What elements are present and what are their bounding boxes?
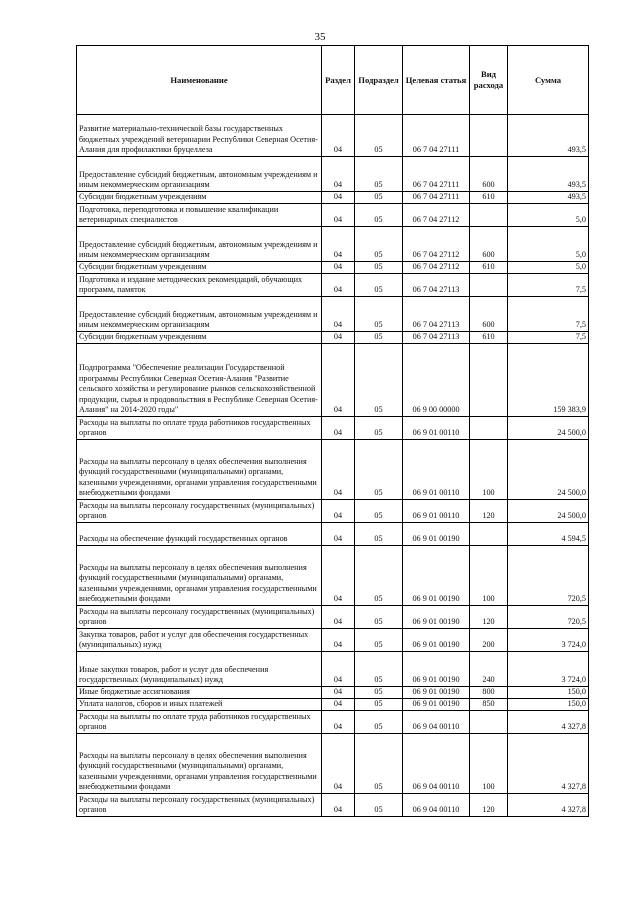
cell-target: 06 7 04 27111 [403,115,470,157]
header-expense-type: Вид расхода [470,46,508,115]
cell-section: 04 [322,115,355,157]
cell-section: 04 [322,297,355,332]
cell-subsection: 05 [355,523,403,546]
table-row [77,274,589,297]
cell-sum: 493,5 [508,157,589,192]
cell-sum: 4 327,8 [508,794,589,817]
cell-subsection: 05 [355,546,403,606]
cell-section: 04 [322,262,355,274]
cell-target: 06 9 04 00110 [403,711,470,734]
table-row [77,297,589,332]
cell-name: Субсидии бюджетным учреждениям [77,192,322,204]
cell-subsection: 05 [355,652,403,687]
cell-expense-type: 600 [470,297,508,332]
table-row [77,192,589,204]
budget-table [76,45,589,817]
cell-target: 06 9 04 00110 [403,794,470,817]
cell-expense-type: 100 [470,546,508,606]
cell-sum: 5,0 [508,262,589,274]
cell-sum: 7,5 [508,274,589,297]
cell-expense-type [470,523,508,546]
cell-subsection: 05 [355,734,403,794]
cell-subsection: 05 [355,500,403,523]
cell-sum: 4 327,8 [508,734,589,794]
cell-target: 06 9 01 00110 [403,500,470,523]
cell-target: 06 9 00 00000 [403,344,470,417]
table-row [77,711,589,734]
cell-subsection: 05 [355,344,403,417]
cell-name: Подготовка и издание методических рекомендаций, обучающих программ, памяток [77,274,322,297]
cell-subsection: 05 [355,115,403,157]
cell-target: 06 9 01 00190 [403,523,470,546]
cell-subsection: 05 [355,332,403,344]
cell-subsection: 05 [355,227,403,262]
cell-expense-type [470,417,508,440]
cell-section: 04 [322,332,355,344]
cell-name: Расходы на обеспечение функций государственных органов [77,523,322,546]
table-row [77,417,589,440]
header-sum: Сумма [508,46,589,115]
cell-section: 04 [322,699,355,711]
cell-target: 06 9 01 00110 [403,417,470,440]
cell-sum: 159 383,9 [508,344,589,417]
table-row [77,157,589,192]
cell-sum: 4 327,8 [508,711,589,734]
table-row [77,734,589,794]
cell-sum: 4 594,5 [508,523,589,546]
cell-sum: 720,5 [508,546,589,606]
table-row [77,794,589,817]
cell-subsection: 05 [355,794,403,817]
cell-section: 04 [322,734,355,794]
cell-target: 06 7 04 27112 [403,262,470,274]
cell-name: Расходы на выплаты персоналу в целях обеспечения выполнения функций государственными (муниципальными) органами, казенными учреждениями, органами управления государственными внебюджетными фондами [77,546,322,606]
cell-subsection: 05 [355,157,403,192]
cell-name: Субсидии бюджетным учреждениям [77,262,322,274]
cell-name: Уплата налогов, сборов и иных платежей [77,699,322,711]
cell-target: 06 9 01 00190 [403,699,470,711]
cell-target: 06 9 01 00190 [403,606,470,629]
cell-target: 06 7 04 27113 [403,332,470,344]
cell-expense-type [470,344,508,417]
cell-section: 04 [322,417,355,440]
cell-expense-type [470,711,508,734]
cell-expense-type: 600 [470,157,508,192]
cell-subsection: 05 [355,629,403,652]
cell-target: 06 9 01 00190 [403,687,470,699]
cell-expense-type: 120 [470,794,508,817]
cell-sum: 3 724,0 [508,629,589,652]
table-row [77,629,589,652]
cell-sum: 3 724,0 [508,652,589,687]
cell-subsection: 05 [355,192,403,204]
table-row [77,523,589,546]
cell-name: Подпрограмма "Обеспечение реализации Государственной программы Республики Северная Осетия-Алания "Развитие сельского хозяйства и регулирование рынков сельскохозяйственной продукции, сырья и продовольствия в Республике Северная Осетия-Алания" на 2014-2020 годы" [77,344,322,417]
cell-name: Субсидии бюджетным учреждениям [77,332,322,344]
table-row [77,606,589,629]
header-target: Целевая статья [403,46,470,115]
cell-subsection: 05 [355,262,403,274]
cell-section: 04 [322,652,355,687]
cell-sum: 7,5 [508,297,589,332]
table-row [77,699,589,711]
cell-expense-type: 610 [470,262,508,274]
cell-section: 04 [322,344,355,417]
table-row [77,332,589,344]
page-number: 35 [314,31,326,43]
cell-expense-type: 610 [470,332,508,344]
table-header-row [77,46,589,115]
cell-name: Расходы на выплаты персоналу государственных (муниципальных) органов [77,794,322,817]
cell-sum: 720,5 [508,606,589,629]
cell-name: Расходы на выплаты персоналу государственных (муниципальных) органов [77,606,322,629]
cell-subsection: 05 [355,440,403,500]
cell-subsection: 05 [355,297,403,332]
cell-expense-type: 100 [470,440,508,500]
cell-sum: 150,0 [508,687,589,699]
cell-target: 06 7 04 27111 [403,192,470,204]
cell-sum: 24 500,0 [508,440,589,500]
cell-sum: 24 500,0 [508,417,589,440]
cell-name: Расходы на выплаты персоналу государственных (муниципальных) органов [77,500,322,523]
cell-expense-type: 100 [470,734,508,794]
cell-subsection: 05 [355,606,403,629]
cell-section: 04 [322,711,355,734]
table-row [77,546,589,606]
cell-section: 04 [322,523,355,546]
cell-name: Предоставление субсидий бюджетным, автономным учреждениям и иным некоммерческим организациям [77,157,322,192]
table-row [77,440,589,500]
cell-expense-type: 240 [470,652,508,687]
cell-section: 04 [322,629,355,652]
cell-target: 06 9 01 00190 [403,652,470,687]
cell-subsection: 05 [355,204,403,227]
cell-section: 04 [322,546,355,606]
cell-sum: 493,5 [508,115,589,157]
cell-name: Расходы на выплаты по оплате труда работников государственных органов [77,417,322,440]
cell-sum: 5,0 [508,204,589,227]
cell-section: 04 [322,192,355,204]
cell-expense-type [470,274,508,297]
cell-subsection: 05 [355,699,403,711]
cell-section: 04 [322,274,355,297]
cell-target: 06 7 04 27112 [403,204,470,227]
cell-sum: 150,0 [508,699,589,711]
table-row [77,687,589,699]
cell-name: Иные закупки товаров, работ и услуг для обеспечения государственных (муниципальных) нужд [77,652,322,687]
header-name: Наименование [77,46,322,115]
cell-expense-type: 120 [470,606,508,629]
cell-target: 06 9 01 00190 [403,546,470,606]
cell-name: Иные бюджетные ассигнования [77,687,322,699]
cell-expense-type: 200 [470,629,508,652]
cell-sum: 24 500,0 [508,500,589,523]
cell-expense-type: 600 [470,227,508,262]
table-row [77,115,589,157]
cell-expense-type: 120 [470,500,508,523]
cell-name: Расходы на выплаты персоналу в целях обеспечения выполнения функций государственными (муниципальными) органами, казенными учреждениями, органами управления государственными внебюджетными фондами [77,440,322,500]
cell-expense-type [470,115,508,157]
table-row [77,262,589,274]
table-row [77,344,589,417]
table-row [77,652,589,687]
table-row [77,227,589,262]
cell-target: 06 9 01 00190 [403,629,470,652]
cell-name: Расходы на выплаты персоналу в целях обеспечения выполнения функций государственными (муниципальными) органами, казенными учреждениями, органами управления государственными внебюджетными фондами [77,734,322,794]
cell-target: 06 7 04 27112 [403,227,470,262]
cell-subsection: 05 [355,711,403,734]
cell-section: 04 [322,227,355,262]
cell-target: 06 9 01 00110 [403,440,470,500]
cell-subsection: 05 [355,687,403,699]
cell-target: 06 7 04 27113 [403,297,470,332]
cell-name: Подготовка, переподготовка и повышение квалификации ветеринарных специалистов [77,204,322,227]
cell-sum: 7,5 [508,332,589,344]
cell-expense-type: 610 [470,192,508,204]
cell-subsection: 05 [355,274,403,297]
cell-section: 04 [322,687,355,699]
cell-section: 04 [322,794,355,817]
cell-target: 06 9 04 00110 [403,734,470,794]
cell-expense-type [470,204,508,227]
cell-name: Закупка товаров, работ и услуг для обеспечения государственных (муниципальных) нужд [77,629,322,652]
cell-target: 06 7 04 27111 [403,157,470,192]
cell-section: 04 [322,157,355,192]
table-row [77,500,589,523]
header-section: Раздел [322,46,355,115]
cell-section: 04 [322,204,355,227]
cell-name: Расходы на выплаты по оплате труда работников государственных органов [77,711,322,734]
cell-sum: 5,0 [508,227,589,262]
cell-expense-type: 800 [470,687,508,699]
table-row [77,204,589,227]
cell-section: 04 [322,606,355,629]
cell-section: 04 [322,500,355,523]
cell-name: Предоставление субсидий бюджетным, автономным учреждениям и иным некоммерческим организациям [77,227,322,262]
cell-expense-type: 850 [470,699,508,711]
cell-subsection: 05 [355,417,403,440]
header-subsection: Подраздел [355,46,403,115]
cell-target: 06 7 04 27113 [403,274,470,297]
cell-sum: 493,5 [508,192,589,204]
cell-name: Развитие материально-технической базы государственных бюджетных учреждений ветеринарии Республики Северная Осетия-Алания для профилактики бруцеллеза [77,115,322,157]
cell-section: 04 [322,440,355,500]
cell-name: Предоставление субсидий бюджетным, автономным учреждениям и иным некоммерческим организациям [77,297,322,332]
